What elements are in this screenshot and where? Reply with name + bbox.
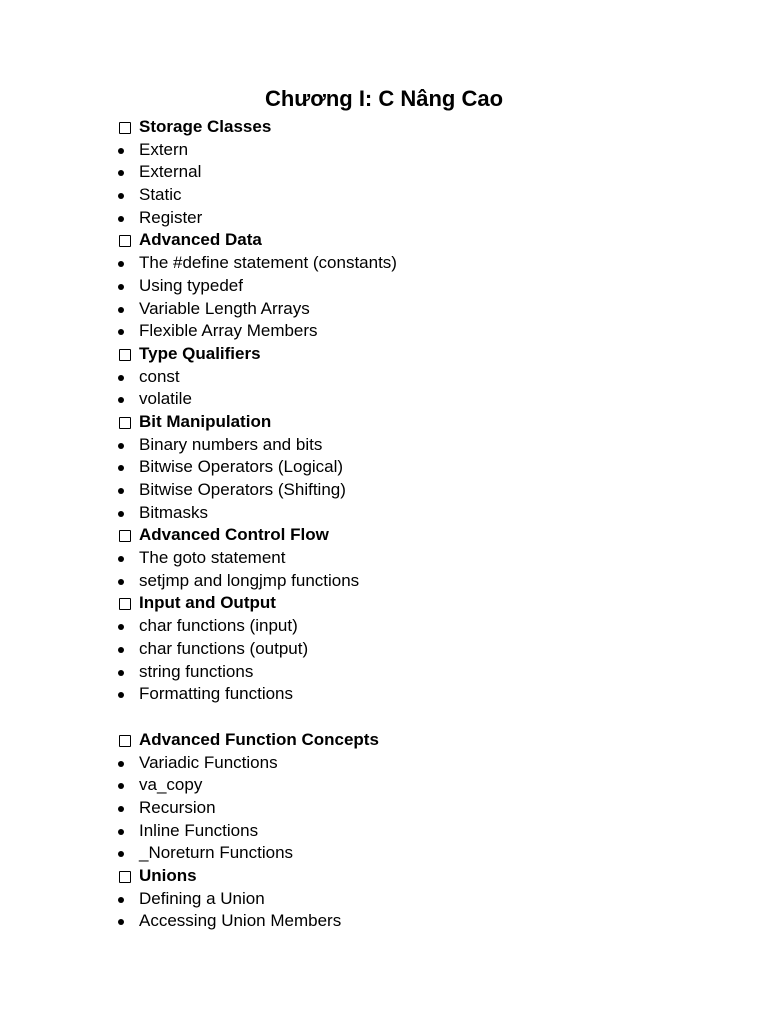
list-item-label: External: [139, 162, 202, 182]
list-item-label: Static: [139, 185, 182, 205]
list-item: [0, 139, 768, 162]
bullet-icon: [118, 692, 124, 698]
bullet-icon: [118, 284, 124, 290]
bullet-icon: [118, 488, 124, 494]
outline-section: [0, 865, 768, 933]
list-item: [0, 638, 768, 661]
list-item-label: setjmp and longjmp functions: [139, 570, 360, 590]
section-heading: [0, 229, 768, 252]
list-item: [0, 207, 768, 230]
bullet-icon: [118, 397, 124, 403]
outline-section: [0, 524, 768, 592]
list-item: [0, 479, 768, 502]
bullet-icon: [118, 148, 124, 154]
page-title: Chương I: C Nâng Cao: [264, 86, 504, 111]
list-item-label: string functions: [139, 661, 254, 681]
list-item-label: The goto statement: [139, 548, 286, 568]
checkbox-icon: [119, 735, 131, 747]
list-item-label: Inline Functions: [139, 820, 259, 840]
bullet-icon: [118, 579, 124, 585]
section-heading: [0, 865, 768, 888]
list-item: [0, 842, 768, 865]
list-item: [0, 252, 768, 275]
list-item: [0, 752, 768, 775]
bullet-icon: [118, 193, 124, 199]
bullet-icon: [118, 261, 124, 267]
list-item: [0, 320, 768, 343]
bullet-icon: [118, 806, 124, 812]
section-heading-label: Input and Output: [139, 593, 276, 613]
list-item-label: Variadic Functions: [139, 752, 278, 772]
checkbox-icon: [119, 530, 131, 542]
list-item-label: Using typedef: [139, 275, 243, 295]
outline-section: [0, 592, 768, 705]
section-heading-label: Unions: [139, 866, 197, 885]
list-item: [0, 774, 768, 797]
section-heading-label: Advanced Control Flow: [139, 525, 329, 545]
bullet-icon: [118, 216, 124, 222]
list-item: [0, 366, 768, 389]
list-item-label: Binary numbers and bits: [139, 434, 323, 454]
list-item: [0, 388, 768, 411]
bullet-icon: [118, 624, 124, 630]
bullet-icon: [118, 851, 124, 857]
section-heading: [0, 524, 768, 547]
list-item-label: Accessing Union Members: [139, 911, 342, 931]
section-heading: [0, 592, 768, 615]
section-heading-label: Advanced Function Concepts: [139, 729, 379, 749]
bullet-icon: [118, 307, 124, 313]
section-heading-label: Advanced Data: [139, 230, 262, 250]
list-item-label: char functions (output): [139, 638, 309, 658]
bullet-icon: [118, 670, 124, 676]
checkbox-icon: [119, 871, 131, 883]
bullet-icon: [118, 556, 124, 562]
section-heading: [0, 411, 768, 434]
bullet-icon: [118, 511, 124, 517]
bullet-icon: [118, 761, 124, 767]
checkbox-icon: [119, 417, 131, 429]
topic-outline: [0, 116, 768, 933]
list-item-label: Extern: [139, 139, 189, 159]
list-item-label: volatile: [139, 389, 192, 409]
list-item-label: char functions (input): [139, 616, 298, 636]
list-item: [0, 434, 768, 457]
section-heading-label: Type Qualifiers: [139, 343, 261, 363]
list-item: [0, 298, 768, 321]
list-item-label: Flexible Array Members: [139, 321, 318, 341]
list-item: [0, 888, 768, 911]
list-item-label: va_copy: [139, 775, 203, 795]
list-item: [0, 161, 768, 184]
bullet-icon: [118, 829, 124, 835]
list-item: [0, 820, 768, 843]
list-item: [0, 683, 768, 706]
bullet-icon: [118, 897, 124, 903]
bullet-icon: [118, 783, 124, 789]
list-item: [0, 547, 768, 570]
list-item-label: Variable Length Arrays: [139, 298, 310, 318]
list-item-label: Formatting functions: [139, 684, 294, 704]
checkbox-icon: [119, 598, 131, 610]
checkbox-icon: [119, 235, 131, 247]
list-item: [0, 456, 768, 479]
outline-section: [0, 729, 768, 865]
outline-section: [0, 229, 768, 342]
list-item: [0, 275, 768, 298]
bullet-icon: [118, 375, 124, 381]
list-item: [0, 502, 768, 525]
list-item: [0, 661, 768, 684]
list-item-label: The #define statement (constants): [139, 253, 397, 273]
list-item-label: Defining a Union: [139, 888, 265, 908]
list-item-label: Register: [139, 207, 203, 227]
bullet-icon: [118, 919, 124, 925]
outline-section: [0, 116, 768, 229]
list-item: [0, 615, 768, 638]
list-item-label: Bitmasks: [139, 502, 208, 522]
list-item: [0, 797, 768, 820]
list-item-label: Recursion: [139, 797, 216, 817]
bullet-icon: [118, 443, 124, 449]
outline-section: [0, 411, 768, 524]
list-item-label: const: [139, 366, 180, 386]
list-item: [0, 570, 768, 593]
list-item: [0, 184, 768, 207]
bullet-icon: [118, 329, 124, 335]
section-heading-label: Storage Classes: [139, 117, 272, 136]
checkbox-icon: [119, 349, 131, 361]
section-heading: [0, 116, 768, 139]
bullet-icon: [118, 465, 124, 471]
bullet-icon: [118, 170, 124, 176]
list-item-label: Bitwise Operators (Shifting): [139, 480, 346, 499]
list-item-label: Bitwise Operators (Logical): [139, 457, 344, 477]
section-heading: [0, 343, 768, 366]
checkbox-icon: [119, 122, 131, 134]
list-item-label: _Noreturn Functions: [139, 843, 294, 863]
list-item: [0, 910, 768, 933]
section-heading-label: Bit Manipulation: [139, 411, 272, 431]
outline-section: [0, 343, 768, 411]
bullet-icon: [118, 647, 124, 653]
section-heading: [0, 729, 768, 752]
